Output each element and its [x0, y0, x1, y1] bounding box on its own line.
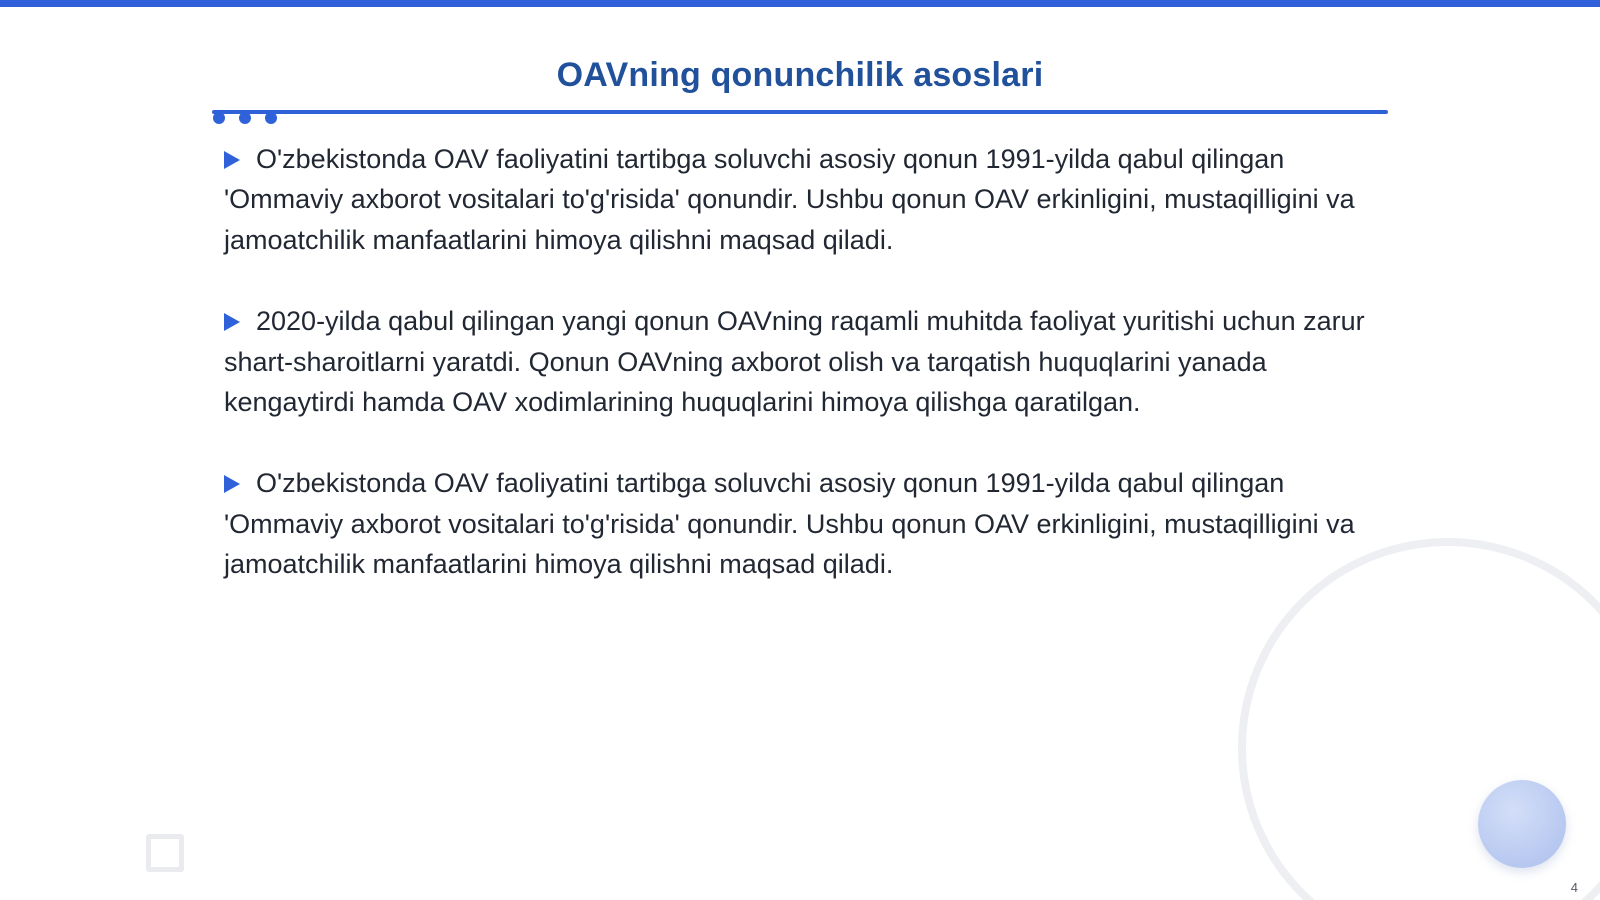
bullet-text: 2020-yilda qabul qilingan yangi qonun OAVning raqamli muhitda faoliyat yuritishi uchun zarur shart-sharoitlarni yaratdi. Qonun OAVning axborot olish va tarqatish huquqlarini yanada kengaytirdi hamda OAV xodimlarining huquqlarini himoya qilishga qaratilgan.: [224, 306, 1365, 418]
bullet-list: [224, 139, 1394, 626]
triangle-right-icon: [224, 151, 240, 169]
title-dot-2: [239, 112, 251, 124]
decorative-square: [146, 834, 184, 872]
decorative-ball: [1478, 780, 1566, 868]
bullet-text: O'zbekistonda OAV faoliyatini tartibga soluvchi asosiy qonun 1991-yilda qabul qilingan 'Ommaviy axborot vositalari to'g'risida' qonundir. Ushbu qonun OAV erkinligini, mustaqilligini va jamoatchilik manfaatlarini himoya qilishni maqsad qiladi.: [224, 468, 1355, 580]
triangle-right-icon: [224, 475, 240, 493]
title-dot-3: [265, 112, 277, 124]
bullet-item: [224, 301, 1394, 422]
bullet-item: [224, 139, 1394, 260]
triangle-right-icon: [224, 313, 240, 331]
bullet-item: [224, 463, 1394, 584]
bullet-text: O'zbekistonda OAV faoliyatini tartibga soluvchi asosiy qonun 1991-yilda qabul qilingan 'Ommaviy axborot vositalari to'g'risida' qonundir. Ushbu qonun OAV erkinligini, mustaqilligini va jamoatchilik manfaatlarini himoya qilishni maqsad qiladi.: [224, 144, 1355, 255]
title-dot-1: [213, 112, 225, 124]
slide-title: OAVning qonunchilik asoslari: [556, 56, 1044, 94]
page-number: 4: [1570, 880, 1578, 895]
top-accent-bar: [0, 0, 1600, 7]
title-underline: [212, 110, 1388, 114]
